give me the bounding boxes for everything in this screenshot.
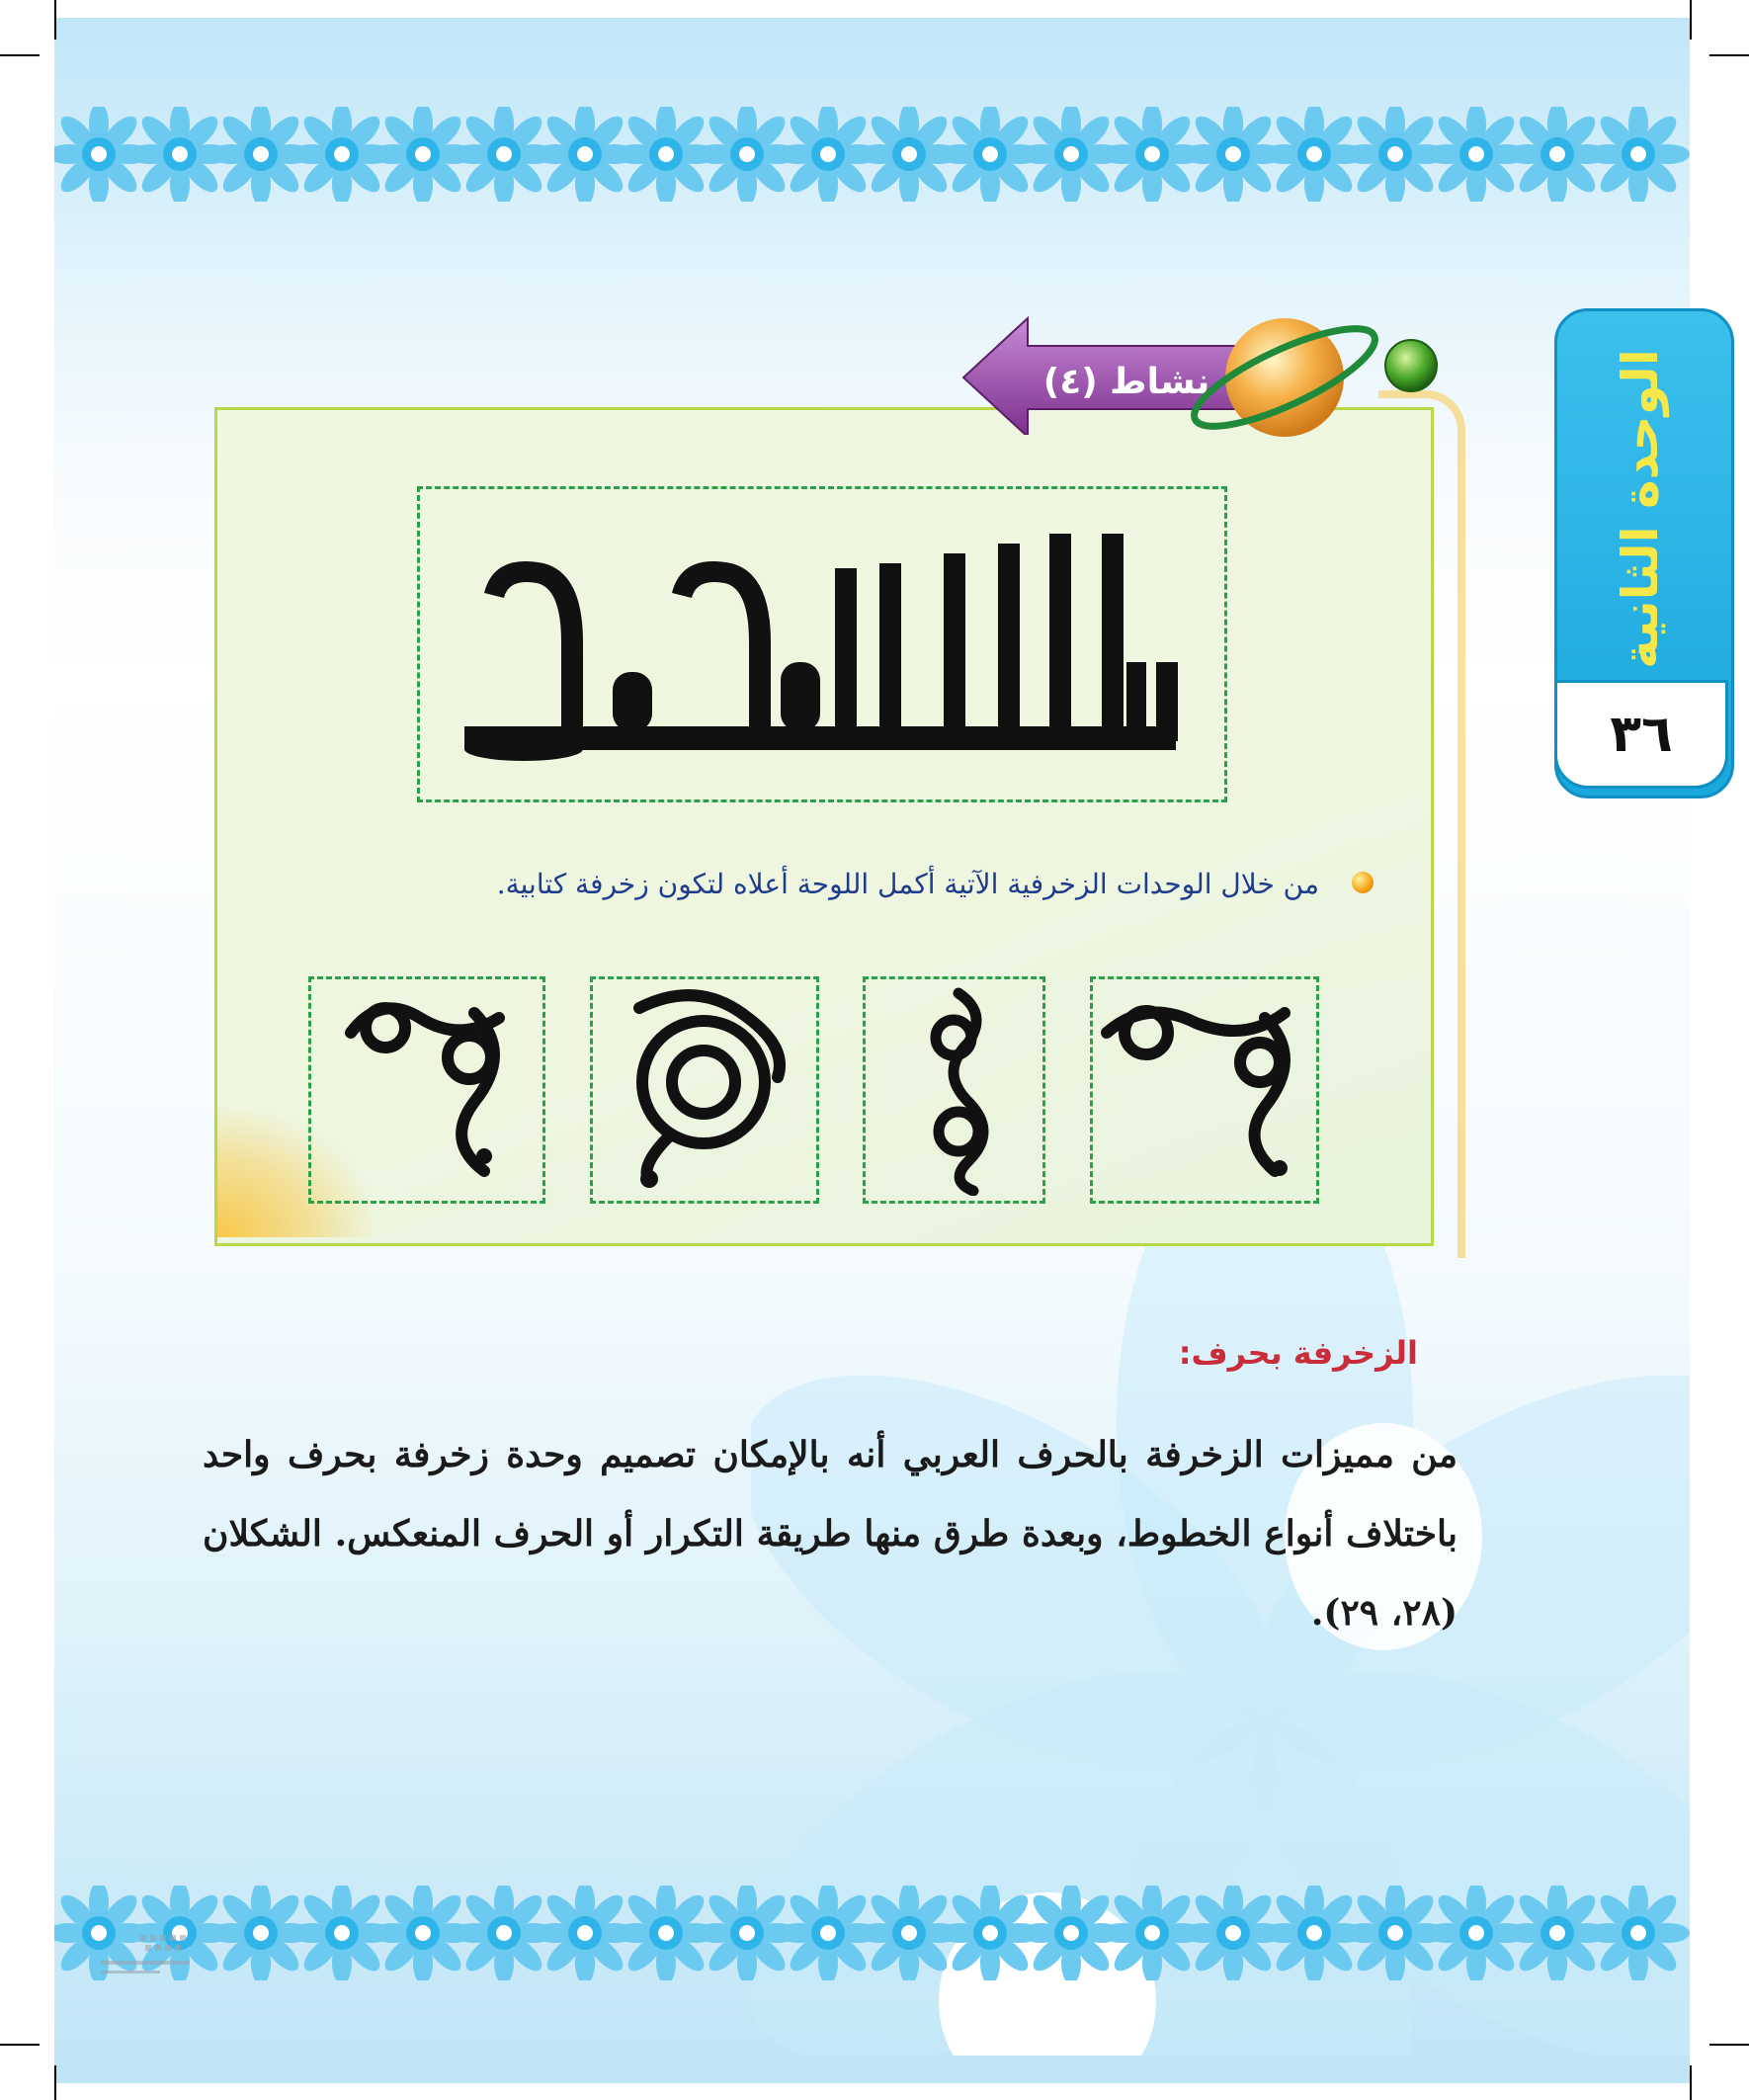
crop-mark (0, 54, 40, 56)
crop-mark (1690, 0, 1692, 40)
box-frame-accent (1378, 390, 1465, 1258)
crop-mark (54, 2065, 56, 2100)
corner-ornament-left-icon (336, 988, 524, 1186)
activity-label: نشاط (٤) (1042, 362, 1210, 402)
crop-mark (1709, 54, 1749, 56)
calligraphy-panel (445, 514, 1206, 781)
instruction-text: من خلال الوحدات الزخرفية الآتية أكمل اللوحة أعلاه لتكون زخرفة كتابية. (496, 868, 1319, 900)
floral-border-bottom (54, 1886, 1690, 1980)
ministry-logo-icon (91, 1933, 239, 1982)
unit-title-container (1566, 349, 1714, 669)
section-heading: الزخرفة بحرف: (1178, 1334, 1418, 1372)
planet-icon (1186, 296, 1443, 455)
corner-ornament-right-icon (1097, 988, 1314, 1186)
section-body: من مميزات الزخرفة بالحرف العربي أنه بالإمكان تصميم وحدة زخرفة بحرف واحد باختلاف أنواع الخطوط، وبعدة طرق منها طريقة التكرار أو الحرف المنعكس. الشكلان (٢٨، ٢٩). (203, 1434, 1458, 1634)
bullet-icon (1352, 872, 1374, 893)
crop-mark (1709, 2044, 1749, 2046)
circular-ornament-icon (610, 988, 807, 1191)
unit-title: الوحدة الثانية (1612, 349, 1669, 669)
crop-mark (0, 2044, 40, 2046)
page-number: ٣٦ (1554, 680, 1728, 789)
floral-border-top (54, 107, 1690, 202)
crop-mark (54, 0, 56, 40)
calligraphy-text: بسم الله الرحمن الرحيم (825, 642, 836, 643)
vertical-ornament-icon (914, 983, 1003, 1196)
crop-mark (1690, 2065, 1692, 2100)
